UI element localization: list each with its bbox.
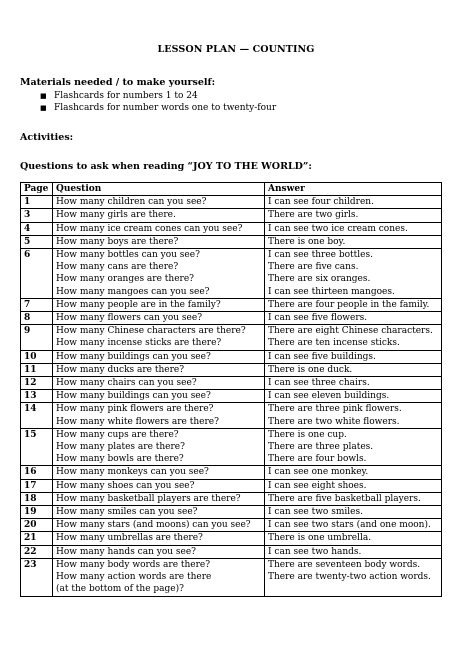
table-row [21, 506, 442, 519]
question-cell [53, 249, 265, 299]
list-item [40, 90, 452, 102]
answer-text: I can see five buildings. [268, 351, 376, 362]
question-cell [53, 209, 265, 222]
page-number-cell: 9 [21, 325, 53, 350]
answer-text: I can see two ice cream cones. [268, 223, 408, 234]
question-text: (at the bottom of the page)? [56, 584, 184, 595]
question-cell [53, 222, 265, 235]
answer-text: There are twenty-two action words. [268, 572, 431, 583]
answer-cell [265, 235, 442, 248]
answer-text: There are two girls. [268, 210, 359, 221]
question-text: How many plates are there? [56, 442, 185, 453]
table-row [21, 545, 442, 558]
answer-text: I can see three bottles. [268, 250, 373, 261]
answer-text: There are three pink flowers. [268, 404, 402, 415]
page-number-cell: 10 [21, 350, 53, 363]
page-number-cell: 4 [21, 222, 53, 235]
table-row [21, 479, 442, 492]
question-text: How many children can you see? [56, 197, 207, 208]
answer-cell [265, 519, 442, 532]
question-cell [53, 558, 265, 596]
question-cell [53, 532, 265, 545]
table-row [21, 377, 442, 390]
page-number-cell: 18 [21, 492, 53, 505]
answer-text: I can see five flowers. [268, 313, 368, 324]
table-row [21, 519, 442, 532]
table-row [21, 350, 442, 363]
answer-text: I can see thirteen mangoes. [268, 286, 395, 297]
question-cell [53, 377, 265, 390]
question-text: How many hands can you see? [56, 546, 196, 557]
question-cell [53, 466, 265, 479]
list-item [40, 102, 452, 114]
question-text: How many shoes can you see? [56, 480, 195, 491]
question-text: How many umbrellas are there? [56, 533, 203, 544]
page-number-cell: 12 [21, 377, 53, 390]
question-text: How many basketball players are there? [56, 493, 241, 504]
answer-cell [265, 558, 442, 596]
question-cell [53, 350, 265, 363]
answer-text: There is one umbrella. [268, 533, 372, 544]
question-text: How many mangoes can you see? [56, 286, 210, 297]
table-header-row [21, 183, 442, 196]
answer-text: There is one cup. [268, 429, 347, 440]
answer-cell [265, 196, 442, 209]
question-cell [53, 492, 265, 505]
question-text: How many bowls are there? [56, 454, 184, 465]
answer-text: There is one duck. [268, 364, 353, 375]
question-text: How many body words are there? [56, 559, 211, 570]
page-number-cell: 23 [21, 558, 53, 596]
question-cell [53, 479, 265, 492]
table-row [21, 249, 442, 299]
question-text: How many cans are there? [56, 262, 179, 273]
page-number-cell: 1 [21, 196, 53, 209]
question-text: How many buildings can you see? [56, 351, 211, 362]
activities-heading: Activities: [20, 132, 74, 143]
question-text: How many girls are there. [56, 210, 176, 221]
table-row [21, 325, 442, 350]
question-text: How many buildings can you see? [56, 391, 211, 402]
answer-cell [265, 222, 442, 235]
header-answer: Answer [265, 183, 442, 196]
questions-table [20, 182, 442, 597]
header-question: Question [53, 183, 265, 196]
answer-cell [265, 377, 442, 390]
answer-cell [265, 249, 442, 299]
answer-text: There are two white flowers. [268, 416, 400, 427]
answer-text: There are five basketball players. [268, 493, 421, 504]
question-text: How many stars (and moons) can you see? [56, 520, 251, 531]
answer-text: There are six oranges. [268, 274, 371, 285]
table-row [21, 222, 442, 235]
answer-text: I can see eleven buildings. [268, 391, 390, 402]
answer-text: There are four bowls. [268, 454, 367, 465]
answer-text: There are five cans. [268, 262, 359, 273]
question-cell [53, 325, 265, 350]
question-cell [53, 235, 265, 248]
table-row [21, 235, 442, 248]
question-text: How many Chinese characters are there? [56, 326, 246, 337]
question-cell [53, 403, 265, 428]
question-text: How many white flowers are there? [56, 416, 219, 427]
material-text: Flashcards for numbers 1 to 24 [54, 91, 198, 101]
answer-cell [265, 506, 442, 519]
answer-text: There are seventeen body words. [268, 559, 421, 570]
question-text: How many ice cream cones can you see? [56, 223, 243, 234]
question-cell [53, 506, 265, 519]
page-number-cell: 6 [21, 249, 53, 299]
answer-cell [265, 312, 442, 325]
page-number-cell: 22 [21, 545, 53, 558]
table-row [21, 558, 442, 596]
answer-cell [265, 298, 442, 311]
answer-text: I can see eight shoes. [268, 480, 367, 491]
page-number-cell: 20 [21, 519, 53, 532]
table-row [21, 390, 442, 403]
answer-cell [265, 545, 442, 558]
question-text: How many ducks are there? [56, 364, 185, 375]
answer-cell [265, 390, 442, 403]
table-row [21, 403, 442, 428]
question-text: How many smiles can you see? [56, 507, 198, 518]
answer-cell [265, 532, 442, 545]
table-row [21, 363, 442, 376]
question-cell [53, 545, 265, 558]
page-number-cell: 11 [21, 363, 53, 376]
table-row [21, 196, 442, 209]
page-number-cell: 16 [21, 466, 53, 479]
question-cell [53, 298, 265, 311]
materials-heading: Materials needed / to make yourself: [20, 77, 216, 88]
answer-text: I can see one monkey. [268, 467, 369, 478]
page-number-cell: 14 [21, 403, 53, 428]
bullet-icon: ■ [40, 92, 47, 100]
answer-text: I can see two hands. [268, 546, 362, 557]
table-row [21, 466, 442, 479]
table-row [21, 428, 442, 466]
answer-text: There are four people in the family. [268, 299, 430, 310]
page-number-cell: 21 [21, 532, 53, 545]
question-text: How many monkeys can you see? [56, 467, 209, 478]
question-text: How many pink flowers are there? [56, 404, 214, 415]
table-row [21, 532, 442, 545]
page-number-cell: 7 [21, 298, 53, 311]
material-text: Flashcards for number words one to twenty-four [54, 103, 277, 113]
page-number-cell: 3 [21, 209, 53, 222]
answer-cell [265, 428, 442, 466]
answer-cell [265, 479, 442, 492]
answer-text: I can see three chairs. [268, 378, 370, 389]
question-cell [53, 196, 265, 209]
answer-cell [265, 492, 442, 505]
question-text: How many incense sticks are there? [56, 338, 222, 349]
answer-text: There are ten incense sticks. [268, 338, 400, 349]
question-text: How many chairs can you see? [56, 378, 197, 389]
question-cell [53, 363, 265, 376]
page-number-cell: 17 [21, 479, 53, 492]
answer-cell [265, 363, 442, 376]
table-row [21, 298, 442, 311]
answer-cell [265, 403, 442, 428]
materials-list [20, 90, 452, 114]
question-cell [53, 428, 265, 466]
answer-text: I can see two stars (and one moon). [268, 520, 431, 531]
question-text: How many action words are there [56, 572, 212, 583]
answer-cell [265, 209, 442, 222]
answer-text: I can see four children. [268, 197, 374, 208]
table-row [21, 312, 442, 325]
page-number-cell: 8 [21, 312, 53, 325]
page-number-cell: 5 [21, 235, 53, 248]
question-cell [53, 390, 265, 403]
questions-heading: Questions to ask when reading “JOY TO THE WORLD”: [20, 161, 312, 172]
header-page: Page [21, 183, 53, 196]
question-text: How many bottles can you see? [56, 250, 200, 261]
answer-cell [265, 466, 442, 479]
question-text: How many people are in the family? [56, 299, 221, 310]
bullet-icon: ■ [40, 104, 47, 112]
page-number-cell: 15 [21, 428, 53, 466]
question-text: How many cups are there? [56, 429, 179, 440]
answer-cell [265, 350, 442, 363]
answer-cell [265, 325, 442, 350]
answer-text: There is one boy. [268, 236, 346, 247]
question-text: How many flowers can you see? [56, 313, 203, 324]
page-number-cell: 13 [21, 390, 53, 403]
question-text: How many boys are there? [56, 236, 179, 247]
answer-text: I can see two smiles. [268, 507, 363, 518]
table-row [21, 209, 442, 222]
question-cell [53, 312, 265, 325]
page-number-cell: 19 [21, 506, 53, 519]
question-cell [53, 519, 265, 532]
page-title: LESSON PLAN — COUNTING [157, 44, 315, 55]
answer-text: There are eight Chinese characters. [268, 326, 433, 337]
table-body [21, 196, 442, 596]
table-row [21, 492, 442, 505]
question-text: How many oranges are there? [56, 274, 194, 285]
answer-text: There are three plates. [268, 442, 374, 453]
